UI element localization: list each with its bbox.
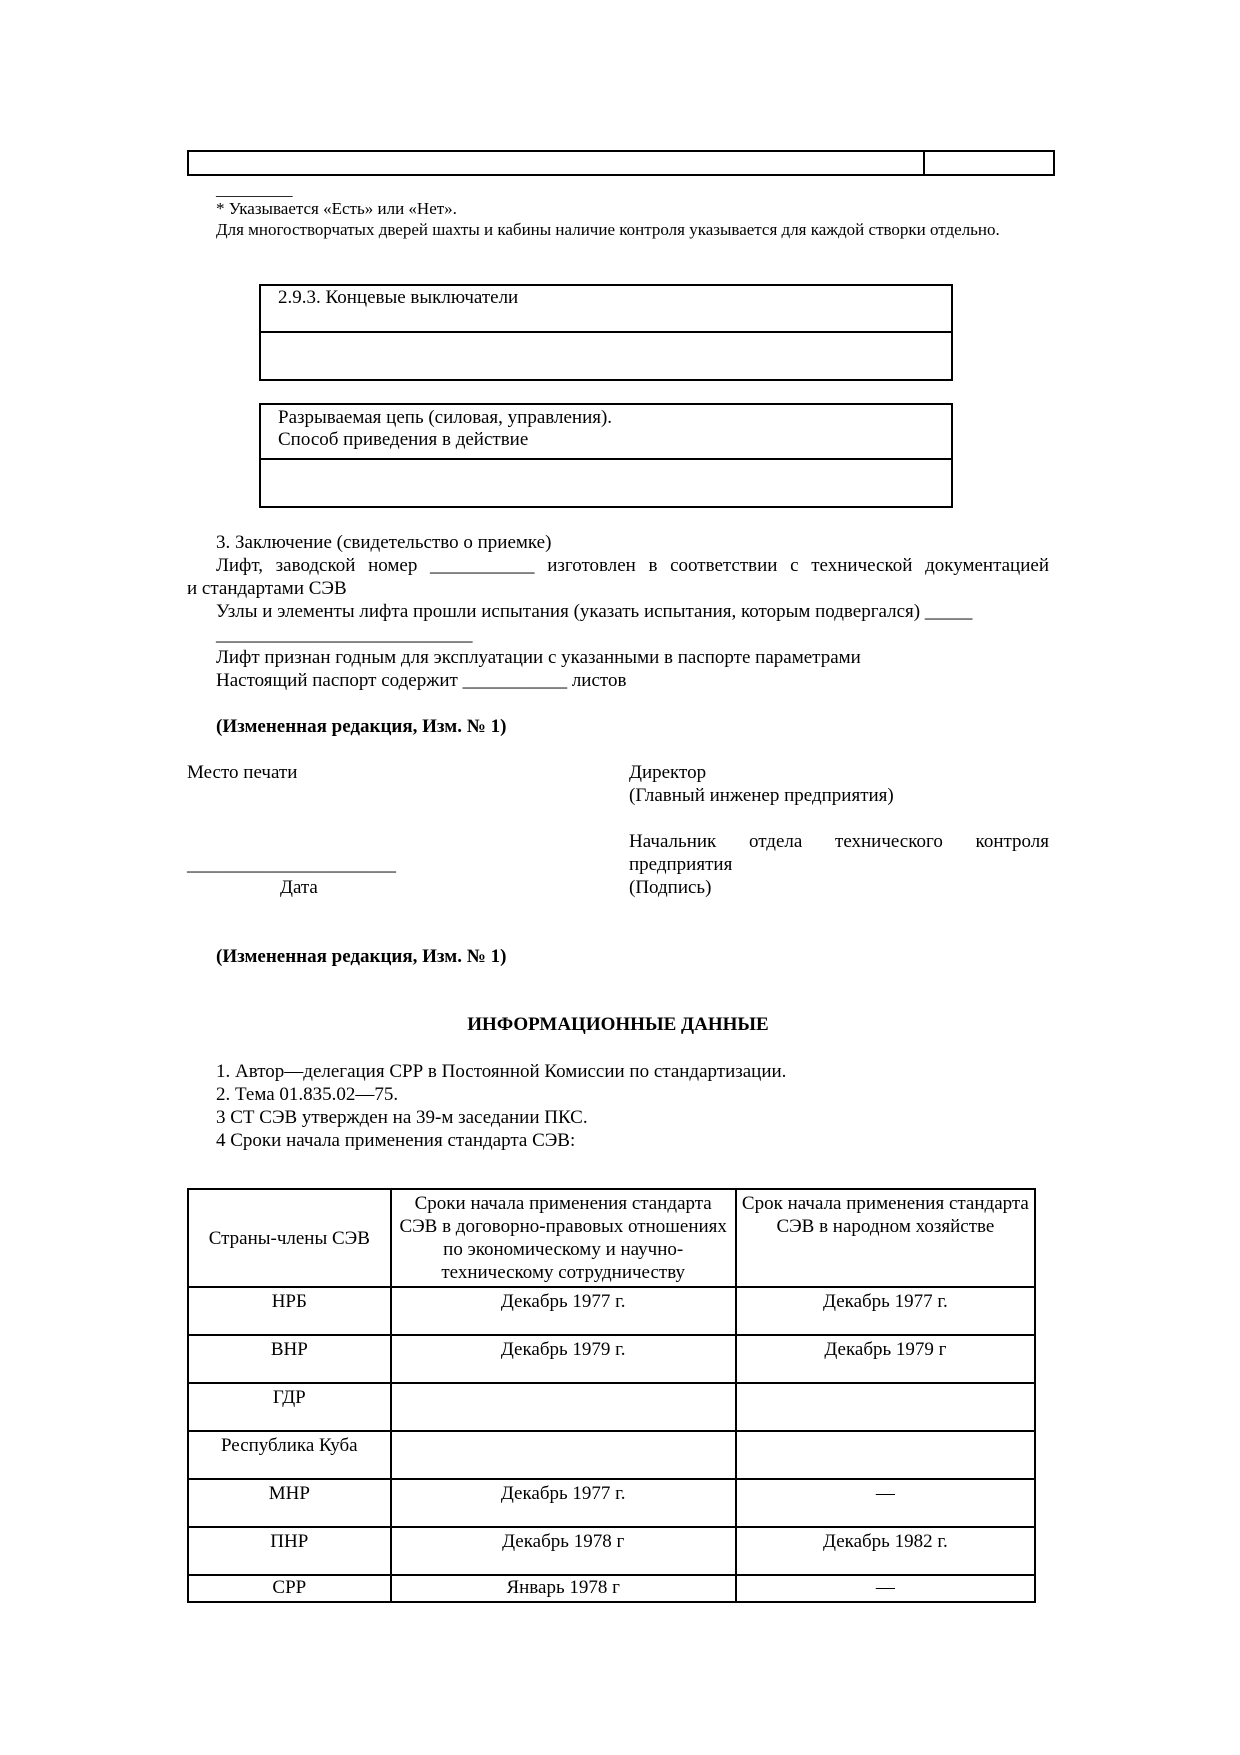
header-economy-dates: Срок начала применения стандарта СЭВ в народном хозяйстве <box>736 1189 1035 1287</box>
edition-note-2: (Измененная редакция, Изм. № 1) <box>216 946 507 967</box>
date-line: ______________________ <box>187 854 396 875</box>
date-label: Дата <box>280 877 318 898</box>
table-cell <box>391 1383 736 1431</box>
top-table-divider <box>923 150 925 176</box>
table-row <box>188 1575 1035 1602</box>
conclusion-p2: Узлы и элементы лифта прошли испытания (указать испытания, которым подвергался) _____ <box>216 601 973 622</box>
table-row <box>188 1431 1035 1479</box>
info-item-3: 3 СТ СЭВ утвержден на 39-м заседании ПКС. <box>216 1107 588 1128</box>
limit-switches-title: 2.9.3. Концевые выключатели <box>278 287 519 308</box>
table-cell: — <box>736 1575 1035 1602</box>
table-cell: ПНР <box>188 1527 391 1575</box>
conclusion-p1-cont: и стандартами СЭВ <box>187 578 347 599</box>
adoption-table <box>187 1188 1036 1603</box>
table-row <box>188 1527 1035 1575</box>
conclusion-p2-cont: ___________________________ <box>216 624 473 645</box>
circuit-line-2: Способ приведения в действие <box>278 429 529 450</box>
table-cell <box>736 1431 1035 1479</box>
circuit-divider <box>259 458 953 460</box>
table-cell <box>736 1383 1035 1431</box>
conclusion-p1 <box>216 554 1049 577</box>
conclusion-heading: 3. Заключение (свидетельство о приемке) <box>216 532 552 553</box>
table-cell: Декабрь 1979 г <box>736 1335 1035 1383</box>
header-contract-dates: Сроки начала применения стандарта СЭВ в договорно-правовых отношениях по экономическому и научно-техническому сотрудничеству <box>391 1189 736 1287</box>
table-cell <box>391 1431 736 1479</box>
table-header-row <box>188 1189 1035 1287</box>
table-cell: Декабрь 1977 г. <box>391 1479 736 1527</box>
footnote-note-1: * Указывается «Есть» или «Нет». <box>216 199 457 218</box>
table-cell: ВНР <box>188 1335 391 1383</box>
table-cell: Республика Куба <box>188 1431 391 1479</box>
header-countries: Страны-члены СЭВ <box>188 1189 391 1287</box>
info-item-1: 1. Автор—делегация СРР в Постоянной Комиссии по стандартизации. <box>216 1061 787 1082</box>
footnote-rule: _________ <box>216 180 293 199</box>
table-cell: НРБ <box>188 1287 391 1335</box>
otk-head-label <box>629 830 1049 876</box>
table-cell: ГДР <box>188 1383 391 1431</box>
table-cell: Январь 1978 г <box>391 1575 736 1602</box>
table-row <box>188 1335 1035 1383</box>
table-cell: СРР <box>188 1575 391 1602</box>
circuit-line-1: Разрываемая цепь (силовая, управления). <box>278 407 613 428</box>
director-label: Директор <box>629 762 707 783</box>
table-row <box>188 1287 1035 1335</box>
table-cell: МНР <box>188 1479 391 1527</box>
table-cell: Декабрь 1978 г <box>391 1527 736 1575</box>
table-row <box>188 1479 1035 1527</box>
table-row <box>188 1383 1035 1431</box>
otk-head-text: Начальник отдела технического контроля предприятия <box>629 831 1049 875</box>
stamp-place: Место печати <box>187 762 298 783</box>
table-cell: Декабрь 1977 г. <box>391 1287 736 1335</box>
table-cell: Декабрь 1977 г. <box>736 1287 1035 1335</box>
conclusion-p4: Настоящий паспорт содержит ___________ листов <box>216 670 627 691</box>
signature-label: (Подпись) <box>629 877 712 898</box>
info-item-2: 2. Тема 01.835.02—75. <box>216 1084 399 1105</box>
info-item-4: 4 Сроки начала применения стандарта СЭВ: <box>216 1130 576 1151</box>
table-cell: — <box>736 1479 1035 1527</box>
edition-note-1: (Измененная редакция, Изм. № 1) <box>216 716 507 737</box>
conclusion-p1-text: Лифт, заводской номер ___________ изготовлен в соответствии с технической документацией <box>216 555 1049 576</box>
limit-switches-divider <box>259 331 953 333</box>
info-title: ИНФОРМАЦИОННЫЕ ДАННЫЕ <box>467 1014 769 1035</box>
table-cell: Декабрь 1979 г. <box>391 1335 736 1383</box>
footnote-note-2 <box>187 220 1049 240</box>
footnote-note-2-text: Для многостворчатых дверей шахты и кабины наличие контроля указывается для каждой створки отдельно. <box>216 220 1000 239</box>
chief-engineer-label: (Главный инженер предприятия) <box>629 785 894 806</box>
table-cell: Декабрь 1982 г. <box>736 1527 1035 1575</box>
conclusion-p3: Лифт признан годным для эксплуатации с указанными в паспорте параметрами <box>216 647 861 668</box>
